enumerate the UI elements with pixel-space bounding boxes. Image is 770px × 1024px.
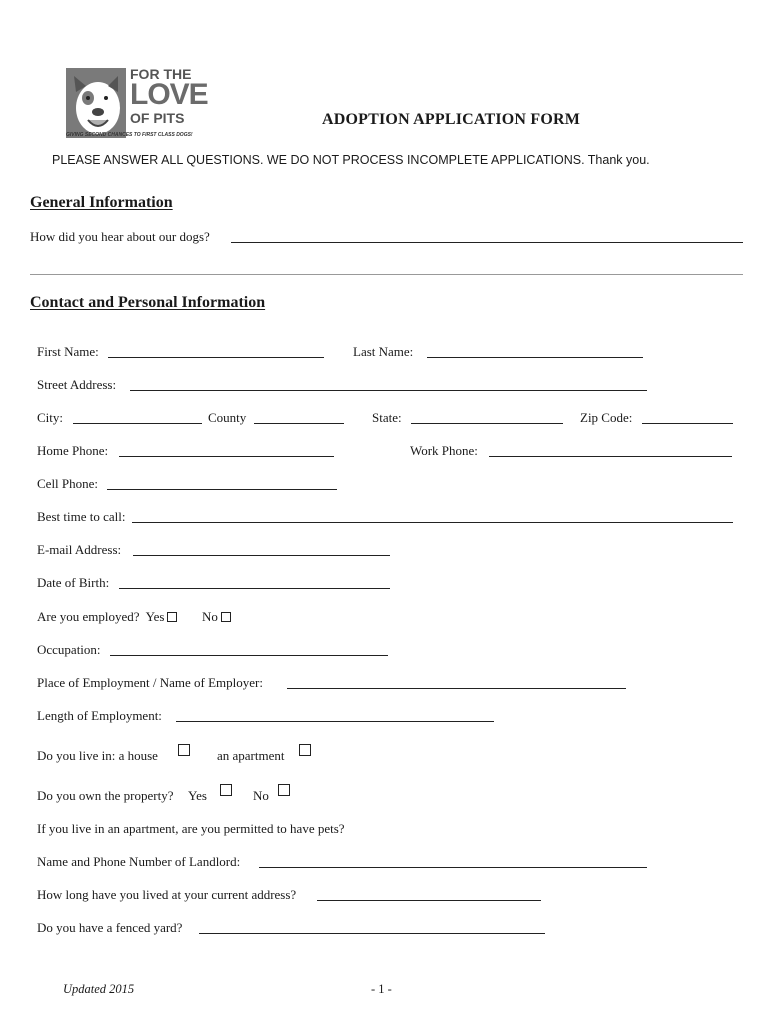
hear-about-label: How did you hear about our dogs?: [30, 229, 210, 244]
home-phone-label: Home Phone:: [37, 443, 109, 458]
date-of-birth-field[interactable]: [119, 588, 390, 589]
employed-label: Are you employed?: [37, 609, 140, 624]
logo-line-3: OF PITS: [130, 110, 185, 126]
contact-information-heading: Contact and Personal Information: [30, 294, 266, 311]
page-number: - 1 -: [371, 982, 392, 996]
state-field[interactable]: [411, 423, 563, 424]
work-phone-label: Work Phone:: [410, 443, 478, 458]
pit-bull-icon: [66, 68, 126, 138]
employer-field[interactable]: [287, 688, 626, 689]
street-address-label: Street Address:: [37, 377, 117, 392]
own-property-yes-checkbox[interactable]: [220, 784, 232, 796]
length-employment-label: Length of Employment:: [37, 708, 162, 723]
landlord-field[interactable]: [259, 867, 647, 868]
section-divider: [30, 274, 743, 275]
last-name-label: Last Name:: [353, 344, 414, 359]
how-long-label: How long have you lived at your current address?: [37, 887, 297, 902]
home-phone-field[interactable]: [119, 456, 334, 457]
city-label: City:: [37, 410, 64, 425]
street-address-field[interactable]: [130, 390, 647, 391]
county-field[interactable]: [254, 423, 344, 424]
own-property-no-checkbox[interactable]: [278, 784, 290, 796]
fenced-yard-label: Do you have a fenced yard?: [37, 920, 183, 935]
work-phone-field[interactable]: [489, 456, 732, 457]
date-of-birth-label: Date of Birth:: [37, 575, 110, 590]
form-title: ADOPTION APPLICATION FORM: [322, 111, 581, 128]
logo-tagline: GIVING SECOND CHANCES TO FIRST CLASS DOGS!: [66, 132, 193, 138]
email-label: E-mail Address:: [37, 542, 122, 557]
house-checkbox[interactable]: [178, 744, 190, 756]
employed-yes-checkbox[interactable]: [167, 612, 177, 622]
permitted-pets-label: If you live in an apartment, are you permitted to have pets?: [37, 821, 345, 836]
first-name-label: First Name:: [37, 344, 99, 359]
state-label: State:: [372, 410, 402, 425]
apartment-label: an apartment: [217, 748, 285, 763]
best-time-label: Best time to call:: [37, 509, 126, 524]
general-information-heading: General Information: [30, 194, 173, 211]
own-property-yes-label: Yes: [188, 788, 207, 803]
apartment-checkbox[interactable]: [299, 744, 311, 756]
employed-no-label: No: [201, 609, 218, 624]
email-field[interactable]: [133, 555, 390, 556]
live-in-label: Do you live in: a house: [37, 748, 158, 763]
logo-line-2: LOVE: [130, 78, 208, 111]
own-property-label: Do you own the property?: [37, 788, 174, 803]
last-name-field[interactable]: [427, 357, 643, 358]
employed-yes-label: Yes: [145, 609, 165, 624]
fenced-yard-field[interactable]: [199, 933, 545, 934]
organization-logo: [66, 64, 206, 144]
length-employment-field[interactable]: [176, 721, 494, 722]
landlord-label: Name and Phone Number of Landlord:: [37, 854, 241, 869]
own-property-no-label: No: [253, 788, 269, 803]
city-field[interactable]: [73, 423, 202, 424]
zip-code-field[interactable]: [642, 423, 733, 424]
zip-code-label: Zip Code:: [580, 410, 633, 425]
cell-phone-label: Cell Phone:: [37, 476, 99, 491]
best-time-field[interactable]: [132, 522, 733, 523]
employed-no-checkbox[interactable]: [221, 612, 231, 622]
occupation-field[interactable]: [110, 655, 388, 656]
form-instructions: PLEASE ANSWER ALL QUESTIONS. WE DO NOT PROCESS INCOMPLETE APPLICATIONS. Thank you.: [52, 153, 650, 167]
updated-note: Updated 2015: [63, 982, 135, 996]
employed-question: [37, 609, 231, 625]
how-long-field[interactable]: [317, 900, 541, 901]
county-label: County: [208, 410, 247, 425]
employer-label: Place of Employment / Name of Employer:: [37, 675, 263, 690]
cell-phone-field[interactable]: [107, 489, 337, 490]
hear-about-field[interactable]: [231, 242, 743, 243]
occupation-label: Occupation:: [37, 642, 101, 657]
logo-line-1: FOR THE: [130, 66, 192, 82]
first-name-field[interactable]: [108, 357, 324, 358]
